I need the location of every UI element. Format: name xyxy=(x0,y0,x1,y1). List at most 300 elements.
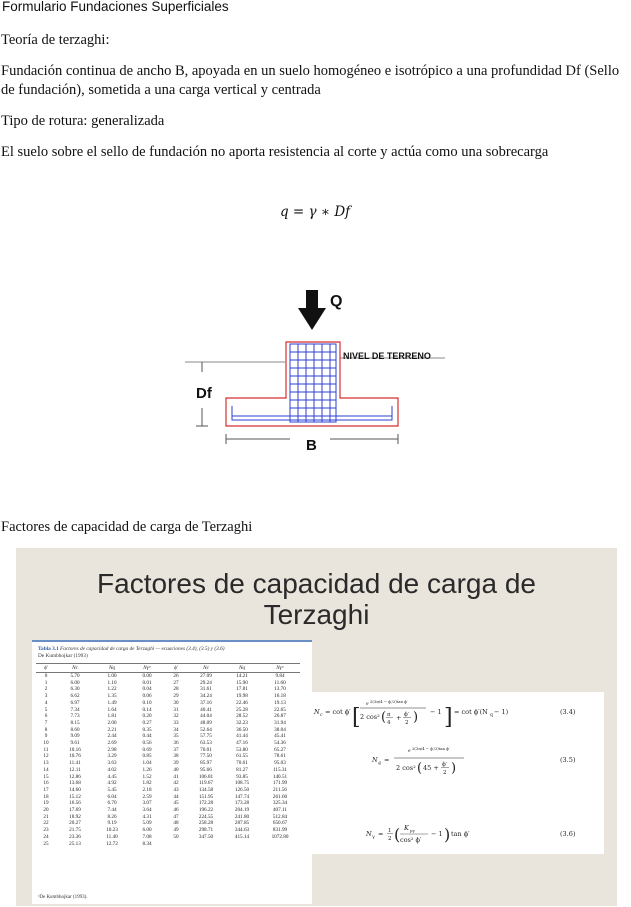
table-cell: 40 xyxy=(173,766,179,773)
table-cell: 33 xyxy=(173,719,179,726)
foundation-diagram xyxy=(180,288,460,458)
table-cell: 44.04 xyxy=(200,713,212,720)
table-cell: 48.09 xyxy=(200,719,212,726)
table-cell: 1.82 xyxy=(142,780,152,787)
table-cell xyxy=(188,841,224,848)
svg-text:e: e xyxy=(366,702,369,707)
svg-text:N: N xyxy=(366,830,372,838)
table-cell: 6.00 xyxy=(142,827,152,834)
table-cell: 4.92 xyxy=(107,780,117,787)
table-cell: 211.56 xyxy=(272,786,288,793)
svg-text:): ) xyxy=(413,710,419,725)
equation-ng xyxy=(365,824,470,844)
table-cell: 27 xyxy=(173,679,179,686)
table-cell: 241.80 xyxy=(234,813,250,820)
table-header-cell: Nγᵃ xyxy=(260,664,300,673)
svg-text:1: 1 xyxy=(388,828,392,834)
table-cell xyxy=(260,841,300,848)
table-cell: 0.00 xyxy=(142,673,152,679)
table-cell: 19 xyxy=(43,800,49,807)
table-cell: 9.61 xyxy=(70,740,80,747)
table-cell: 1.52 xyxy=(142,773,152,780)
table-cell: 2.44 xyxy=(107,733,117,740)
table-cell: 17.81 xyxy=(236,686,248,693)
width-label: B xyxy=(306,437,317,454)
table-row xyxy=(36,827,300,834)
table-cell: 1.00 xyxy=(107,673,117,679)
table-cell: 0.14 xyxy=(142,706,152,713)
table-cell: 41.44 xyxy=(236,733,248,740)
table-cell: 126.50 xyxy=(234,786,250,793)
table-row xyxy=(36,767,300,774)
table-cell: 258.28 xyxy=(198,820,214,827)
table-cell: 8.26 xyxy=(107,813,117,820)
table-cell: 21.75 xyxy=(69,827,81,834)
foundation-description: Fundación continua de ancho B, apoyada en un suelo homogéneo e isotrópico a una profundidad Df (Sello de fundación), sometida a una carga vertical y centrada xyxy=(1,63,620,98)
svg-text:2 cos²: 2 cos² xyxy=(396,764,416,772)
table-cell: 10.76 xyxy=(69,753,81,760)
table-cell: 108.75 xyxy=(234,780,250,787)
table-cell: 22.46 xyxy=(236,699,248,706)
table-cell: 61.55 xyxy=(236,753,248,760)
svg-text:=: = xyxy=(378,830,384,838)
table-row xyxy=(36,794,300,801)
table-cell: 19.13 xyxy=(274,699,286,706)
table-cell: 106.81 xyxy=(198,773,214,780)
table-cell: 49 xyxy=(173,827,179,834)
svg-text:2: 2 xyxy=(388,836,392,842)
svg-text:q: q xyxy=(490,713,493,718)
svg-text:[: [ xyxy=(352,705,361,730)
table-cell: 44 xyxy=(173,793,179,800)
table-cell: 196.22 xyxy=(198,807,214,814)
table-cell: 30 xyxy=(173,699,179,706)
table-cell: 38 xyxy=(173,753,179,760)
table-header-cell: ϕ' xyxy=(36,664,56,673)
table-cell: 18.92 xyxy=(69,813,81,820)
table-cell: 1.10 xyxy=(107,679,117,686)
table-cell: 26.87 xyxy=(274,713,286,720)
table-cell: 6 xyxy=(44,713,48,720)
table-cell: 151.95 xyxy=(198,793,214,800)
table-row xyxy=(36,753,300,760)
equations-box xyxy=(304,692,604,854)
svg-text:=: = xyxy=(384,756,390,764)
table-cell: 35 xyxy=(173,733,179,740)
table-cell: 8.34 xyxy=(142,840,152,847)
table-cell: 2.69 xyxy=(107,740,117,747)
table-cell: 407.11 xyxy=(272,807,288,814)
table-header-cell: Nq xyxy=(94,664,130,673)
svg-text:cos² ϕ′: cos² ϕ′ xyxy=(400,836,422,844)
table-cell: 0.01 xyxy=(142,679,152,686)
table-cell: 9.19 xyxy=(107,820,117,827)
table-cell: 85.97 xyxy=(200,760,212,767)
table-cell: 512.84 xyxy=(272,813,288,820)
table-cell: 3.07 xyxy=(142,800,152,807)
load-arrow-icon xyxy=(298,290,326,330)
ground-label: NIVEL DE TERRENO xyxy=(343,351,431,361)
table-cell: 39 xyxy=(173,760,179,767)
table-cell: 4.31 xyxy=(142,813,152,820)
table-row xyxy=(36,800,300,807)
table-cell: 8.15 xyxy=(70,719,80,726)
table-cell: 11.41 xyxy=(69,760,81,767)
table-cell: 34 xyxy=(173,726,179,733)
svg-text:]: ] xyxy=(444,705,453,730)
table-cell: 344.63 xyxy=(234,827,250,834)
table-row xyxy=(36,740,300,747)
table-cell: 140.51 xyxy=(272,773,288,780)
equation-nc xyxy=(313,699,509,730)
table-cell: 0.85 xyxy=(142,753,152,760)
table-cell: 5.70 xyxy=(70,673,80,679)
table-cell: 0.35 xyxy=(142,726,152,733)
svg-text:2: 2 xyxy=(405,720,409,726)
table-cell: 13.68 xyxy=(69,780,81,787)
table-cell: 261.60 xyxy=(272,793,288,800)
table-cell: 0.56 xyxy=(142,740,152,747)
table-cell: 16 xyxy=(43,780,49,787)
table-cell: 17 xyxy=(43,786,49,793)
table-cell: 4 xyxy=(44,699,48,706)
table-row xyxy=(36,673,300,680)
table-cell: 57.75 xyxy=(200,733,212,740)
svg-text:π: π xyxy=(387,712,391,718)
table-row xyxy=(36,820,300,827)
table-cell: 831.99 xyxy=(272,827,288,834)
svg-text:= cot ϕ′: = cot ϕ′ xyxy=(325,708,351,716)
equation-ng-number: (3.6) xyxy=(560,830,576,838)
svg-text:+: + xyxy=(396,714,402,722)
table-cell: 6.30 xyxy=(70,686,80,693)
table-cell: 147.74 xyxy=(234,793,250,800)
table-cell: 1.49 xyxy=(107,699,117,706)
table-cell: 23 xyxy=(43,827,49,834)
table-cell: 5.45 xyxy=(107,786,117,793)
table-row xyxy=(36,787,300,794)
table-cell: 4.45 xyxy=(107,773,117,780)
svg-text:2 cos²: 2 cos² xyxy=(360,713,380,721)
table-cell: 15 xyxy=(43,773,49,780)
svg-text:): ) xyxy=(444,825,451,844)
table-row xyxy=(36,841,300,848)
table-cell: 6.00 xyxy=(70,679,80,686)
table-cell: 115.31 xyxy=(272,766,288,773)
table-cell: 287.85 xyxy=(234,820,250,827)
table-cell: 2.98 xyxy=(107,746,117,753)
table-cell: 22.65 xyxy=(274,706,286,713)
table-cell: 2.18 xyxy=(142,786,152,793)
table-row xyxy=(36,814,300,821)
table-cell: 26 xyxy=(173,673,179,679)
table-cell: 173.28 xyxy=(234,800,250,807)
table-cell: 12 xyxy=(43,753,49,760)
table-cell xyxy=(224,841,260,848)
table-row xyxy=(36,720,300,727)
table-cell: 31.61 xyxy=(200,686,212,693)
table-cell: 134.58 xyxy=(198,786,214,793)
svg-text:= cot ϕ′(N: = cot ϕ′(N xyxy=(454,708,488,716)
load-label: Q xyxy=(330,293,343,310)
table-cell: 37 xyxy=(173,746,179,753)
table-cell: 0.04 xyxy=(142,686,152,693)
table-cell: 38.04 xyxy=(274,726,286,733)
table-cell: 0.69 xyxy=(142,746,152,753)
table-cell: 0.06 xyxy=(142,693,152,700)
document-title: Formulario Fundaciones Superficiales xyxy=(2,0,229,14)
table-cell: 14 xyxy=(43,766,49,773)
svg-text:4: 4 xyxy=(387,720,391,726)
table-cell: 8 xyxy=(44,726,48,733)
table-cell: 7.44 xyxy=(107,807,117,814)
table-cell: 9.09 xyxy=(70,733,80,740)
equation-nq-number: (3.5) xyxy=(560,756,576,764)
table-cell: 27.09 xyxy=(200,673,212,679)
table-cell: 93.85 xyxy=(236,773,248,780)
table-header-cell: Nc xyxy=(188,664,224,673)
table-cell: 31.94 xyxy=(274,719,286,726)
table-cell: 6.97 xyxy=(70,699,80,706)
table-cell: 28 xyxy=(173,686,179,693)
table-cell: 95.66 xyxy=(200,766,212,773)
table-cell: 16.18 xyxy=(274,693,286,700)
table-cell: 11.40 xyxy=(106,833,118,840)
table-row xyxy=(36,733,300,740)
table-cell: 77.50 xyxy=(200,753,212,760)
table-cell: 5 xyxy=(44,706,48,713)
svg-text:− 1): − 1) xyxy=(494,708,509,716)
table-cell: 19.98 xyxy=(236,693,248,700)
table-cell: 9.84 xyxy=(275,673,285,679)
table-cell: 10.16 xyxy=(69,746,81,753)
table-cell: 45 xyxy=(173,800,179,807)
table-cell: 7.34 xyxy=(70,706,80,713)
table-row xyxy=(36,774,300,781)
table-cell: 70.01 xyxy=(200,746,212,753)
soil-note: El suelo sobre el sello de fundación no aporta resistencia al corte y actúa como una sobrecarga xyxy=(1,144,549,160)
svg-text:γ: γ xyxy=(372,835,375,840)
table-cell: 16.56 xyxy=(69,800,81,807)
table-row xyxy=(36,760,300,767)
failure-type: Tipo de rotura: generalizada xyxy=(1,113,165,129)
table-cell: 7.73 xyxy=(70,713,80,720)
table-cell: 22 xyxy=(43,820,49,827)
svg-text:N: N xyxy=(372,756,378,764)
table-row xyxy=(36,700,300,707)
table-cell: 4.02 xyxy=(107,766,117,773)
svg-text:pγ: pγ xyxy=(410,828,415,833)
table-header-cell: ϕ' xyxy=(164,664,188,673)
table-cell: 18 xyxy=(43,793,49,800)
table-cell: 43 xyxy=(173,786,179,793)
svg-text:ϕ′: ϕ′ xyxy=(442,762,447,768)
table-cell: 63.53 xyxy=(200,740,212,747)
table-cell: 3.64 xyxy=(142,807,152,814)
table-cell: 78.61 xyxy=(274,753,286,760)
surcharge-formula: q = γ ∗ Df xyxy=(280,204,351,220)
table-cell: 65.27 xyxy=(274,746,286,753)
table-cell: 15.12 xyxy=(69,793,81,800)
table-cell: 45.41 xyxy=(274,733,286,740)
depth-label: Df xyxy=(196,385,212,402)
table-cell: 0.20 xyxy=(142,713,152,720)
table-cell: 1072.80 xyxy=(271,833,289,840)
table-cell: 13.70 xyxy=(274,686,286,693)
table-cell: 48 xyxy=(173,820,179,827)
section-title: Factores de capacidad de carga de Terzaghi xyxy=(1,519,253,535)
table-row xyxy=(36,713,300,720)
table-cell: 172.28 xyxy=(198,800,214,807)
svg-text:(: ( xyxy=(417,761,423,776)
table-cell: 1 xyxy=(44,679,48,686)
table-cell: 70.61 xyxy=(236,760,248,767)
table-row xyxy=(36,686,300,693)
table-cell: 7 xyxy=(44,719,48,726)
table-cell: 15.90 xyxy=(236,679,248,686)
table-cell: 12.72 xyxy=(106,840,118,847)
table-cell: 25.13 xyxy=(69,840,81,847)
table-cell: 0 xyxy=(44,673,48,679)
table-cell: 6.62 xyxy=(70,693,80,700)
table-cell: 204.19 xyxy=(234,807,250,814)
svg-text:(: ( xyxy=(381,710,387,725)
theory-heading: Teoría de terzaghi: xyxy=(1,32,110,48)
table-cell: 0.27 xyxy=(142,719,152,726)
table-cell: 13 xyxy=(43,760,49,767)
equation-nq xyxy=(371,746,464,776)
table-cell: 119.67 xyxy=(198,780,214,787)
table-row xyxy=(36,680,300,687)
table-cell: 25.28 xyxy=(236,706,248,713)
table-cell xyxy=(164,841,188,848)
svg-text:− 1: − 1 xyxy=(430,708,442,716)
table-cell: 0.10 xyxy=(142,699,152,706)
table-cell: 25 xyxy=(43,840,49,847)
table-cell: 34.24 xyxy=(200,693,212,700)
table-cell: 12.11 xyxy=(69,766,81,773)
table-cell: 298.71 xyxy=(198,827,214,834)
table-cell: 6.04 xyxy=(107,793,117,800)
svg-text:2(3π/4 − ϕ′/2)tan ϕ′: 2(3π/4 − ϕ′/2)tan ϕ′ xyxy=(370,699,408,704)
terzaghi-table xyxy=(32,640,312,904)
table-cell: 41 xyxy=(173,773,179,780)
table-cell: 36 xyxy=(173,740,179,747)
table-row xyxy=(36,693,300,700)
table-cell: 1.35 xyxy=(107,693,117,700)
table-cell: 7.08 xyxy=(142,833,152,840)
table-cell: 325.34 xyxy=(272,800,288,807)
table-cell: 12.86 xyxy=(69,773,81,780)
table-cell: 1.22 xyxy=(107,686,117,693)
table-cell: 81.27 xyxy=(236,766,248,773)
svg-text:− 1: − 1 xyxy=(431,830,443,838)
table-cell: 31 xyxy=(173,706,179,713)
svg-text:K: K xyxy=(404,824,409,832)
table-cell: 11 xyxy=(43,746,49,753)
slide-title: Factores de capacidad de carga de Terzaghi xyxy=(97,568,536,630)
table-cell: 2.00 xyxy=(107,719,117,726)
table-header-cell: Nγᵃ xyxy=(130,664,164,673)
table-cell: 1.64 xyxy=(107,706,117,713)
table-cell: 11.60 xyxy=(274,679,286,686)
table-cell: 2.21 xyxy=(107,726,117,733)
table-cell: 14.21 xyxy=(236,673,248,679)
table-cell: 42 xyxy=(173,780,179,787)
table-cell: 52.64 xyxy=(200,726,212,733)
svg-text:2: 2 xyxy=(443,770,447,776)
equation-nc-number: (3.4) xyxy=(560,708,576,716)
table-cell: 3 xyxy=(44,693,48,700)
table-cell: 10 xyxy=(43,740,49,747)
table-cell: 47.16 xyxy=(236,740,248,747)
table-cell: 36.50 xyxy=(236,726,248,733)
table-cell: 3.29 xyxy=(107,753,117,760)
table-cell: 14.60 xyxy=(69,786,81,793)
table-footnote: ᵃDe Kumbhojkar (1993). xyxy=(38,895,88,900)
table-cell: 28.52 xyxy=(236,713,248,720)
table-header-cell: Nc xyxy=(56,664,94,673)
table-cell: 95.03 xyxy=(274,760,286,767)
table-cell: 40.41 xyxy=(200,706,212,713)
svg-text:q: q xyxy=(378,761,381,766)
table-row xyxy=(36,707,300,714)
table-row xyxy=(36,780,300,787)
factors-table xyxy=(36,663,300,847)
svg-text:45 +: 45 + xyxy=(423,764,439,772)
table-caption: Tabla 3.1 Factores de capacidad de carga de Terzaghi — ecuaciones (3.4), (3.5) y (3.6) De Kumbhojkar (1993) xyxy=(38,646,225,659)
terzaghi-slide xyxy=(16,548,617,906)
svg-text:c: c xyxy=(320,713,323,718)
table-cell: 171.99 xyxy=(272,780,288,787)
table-cell: 1.26 xyxy=(142,766,152,773)
svg-text:tan ϕ′: tan ϕ′ xyxy=(451,830,470,838)
svg-text:): ) xyxy=(451,761,457,776)
svg-text:e: e xyxy=(408,749,411,754)
table-cell: 415.14 xyxy=(234,833,250,840)
table-row xyxy=(36,834,300,841)
table-cell: 54.36 xyxy=(274,740,286,747)
svg-text:ϕ′: ϕ′ xyxy=(404,712,409,718)
table-cell: 347.50 xyxy=(198,833,214,840)
svg-text:N: N xyxy=(314,708,320,716)
table-cell: 23.36 xyxy=(69,833,81,840)
table-cell: 47 xyxy=(173,813,179,820)
table-cell: 20.27 xyxy=(69,820,81,827)
table-cell: 5.09 xyxy=(142,820,152,827)
table-cell: 0.44 xyxy=(142,733,152,740)
table-cell: 8.60 xyxy=(70,726,80,733)
table-cell: 9 xyxy=(44,733,48,740)
table-header-cell: Nq xyxy=(224,664,260,673)
table-row xyxy=(36,807,300,814)
table-row xyxy=(36,727,300,734)
svg-text:2(3π/4 − ϕ′/2)tan ϕ′: 2(3π/4 − ϕ′/2)tan ϕ′ xyxy=(412,746,450,751)
table-cell: 1.81 xyxy=(107,713,117,720)
table-cell: 24 xyxy=(43,833,49,840)
table-cell: 46 xyxy=(173,807,179,814)
table-row xyxy=(36,747,300,754)
table-cell: 53.80 xyxy=(236,746,248,753)
table-cell: 20 xyxy=(43,807,49,814)
table-cell: 3.63 xyxy=(107,760,117,767)
table-cell: 2.59 xyxy=(142,793,152,800)
table-cell: 29.24 xyxy=(200,679,212,686)
table-cell: 50 xyxy=(173,833,179,840)
table-cell: 10.23 xyxy=(106,827,118,834)
table-cell: 32.23 xyxy=(236,719,248,726)
table-cell: 32 xyxy=(173,713,179,720)
